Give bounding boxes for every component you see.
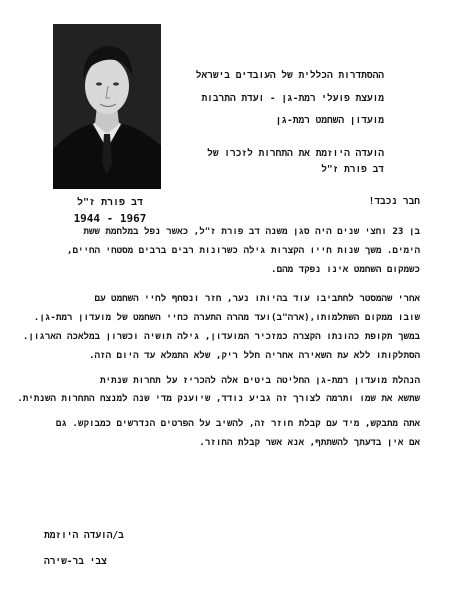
paragraph-3-line-1: הנהלת מועדון רמת-גן החליטה ביטים אלה להכריז על תחרות שנתית [100,375,420,386]
paragraph-1-line-3: כשמקום השחמט אינו נפקד מהם. [271,264,420,275]
portrait-photo [53,24,161,189]
header-line-4: הועדה היוזמת את התחרות לזכרו של [207,148,384,159]
paragraph-1-line-2: הימים. משך שנות חייו הקצרות גילה כשרונות רבים ברבים מסטחי החיים, [66,245,420,256]
header-line-2: מועצת פועלי רמת-גן - ועדת התרבות [201,93,384,104]
photo-caption-dates: 1944 - 1967 [73,212,147,225]
signature-committee: ב/הועדה היוזמת [44,530,124,541]
paragraph-2-line-4: הסתלקותו ללא עת השאירה אחריה חלל ריק, שלא התמלא עד היום הזה. [88,350,420,361]
salutation: חבר נכבד! [368,196,420,207]
photo-caption-name: דב פורת ז"ל [76,197,144,208]
signature-name: צבי בר-שירה [44,556,107,567]
paragraph-4-line-1: אתה מתבקש, מיד עם קבלת חוזר זה, להשיב על הפרטים הנדרשים כמבוקש. גם [55,418,420,429]
paragraph-4-line-2: אם אין בדעתך להשתתף, אנא אשר קבלת החוזר. [199,437,420,448]
paragraph-1-line-1: בן 23 וחצי שנים היה סגן משנה דב פורת ז"ל, כאשר נפל במלחמת ששת [83,226,420,237]
paragraph-2-line-2: שובו ממקום השתלמותו,(ארה"ב)ועד מהרה התערה כחיי השחמט של מועדון רמת-גן. [33,312,420,323]
paragraph-2-line-1: אחרי שהמסטר לחתביבו עוד בהיותו נער, חזר ונסחף לחיי השחמט עם [94,293,420,304]
header-line-5: דב פורת ז"ל [321,164,384,175]
paragraph-3-line-2: שתשא את שמו ותרמה לצורך זה גביע נודד, שיוענק מדי שנה למנצח התחרות השנתית. [17,393,420,404]
header-line-3: מועדון השחמט רמת-גן [275,115,384,126]
paragraph-2-line-3: במשך תקופת כהונתו הקצרה כמזכיר המועדון, גילה תושיה וכשרון במלאכה הארגון. [22,331,420,342]
header-line-1: ההסתדרות הכללית של העובדים בישראל [195,70,384,81]
